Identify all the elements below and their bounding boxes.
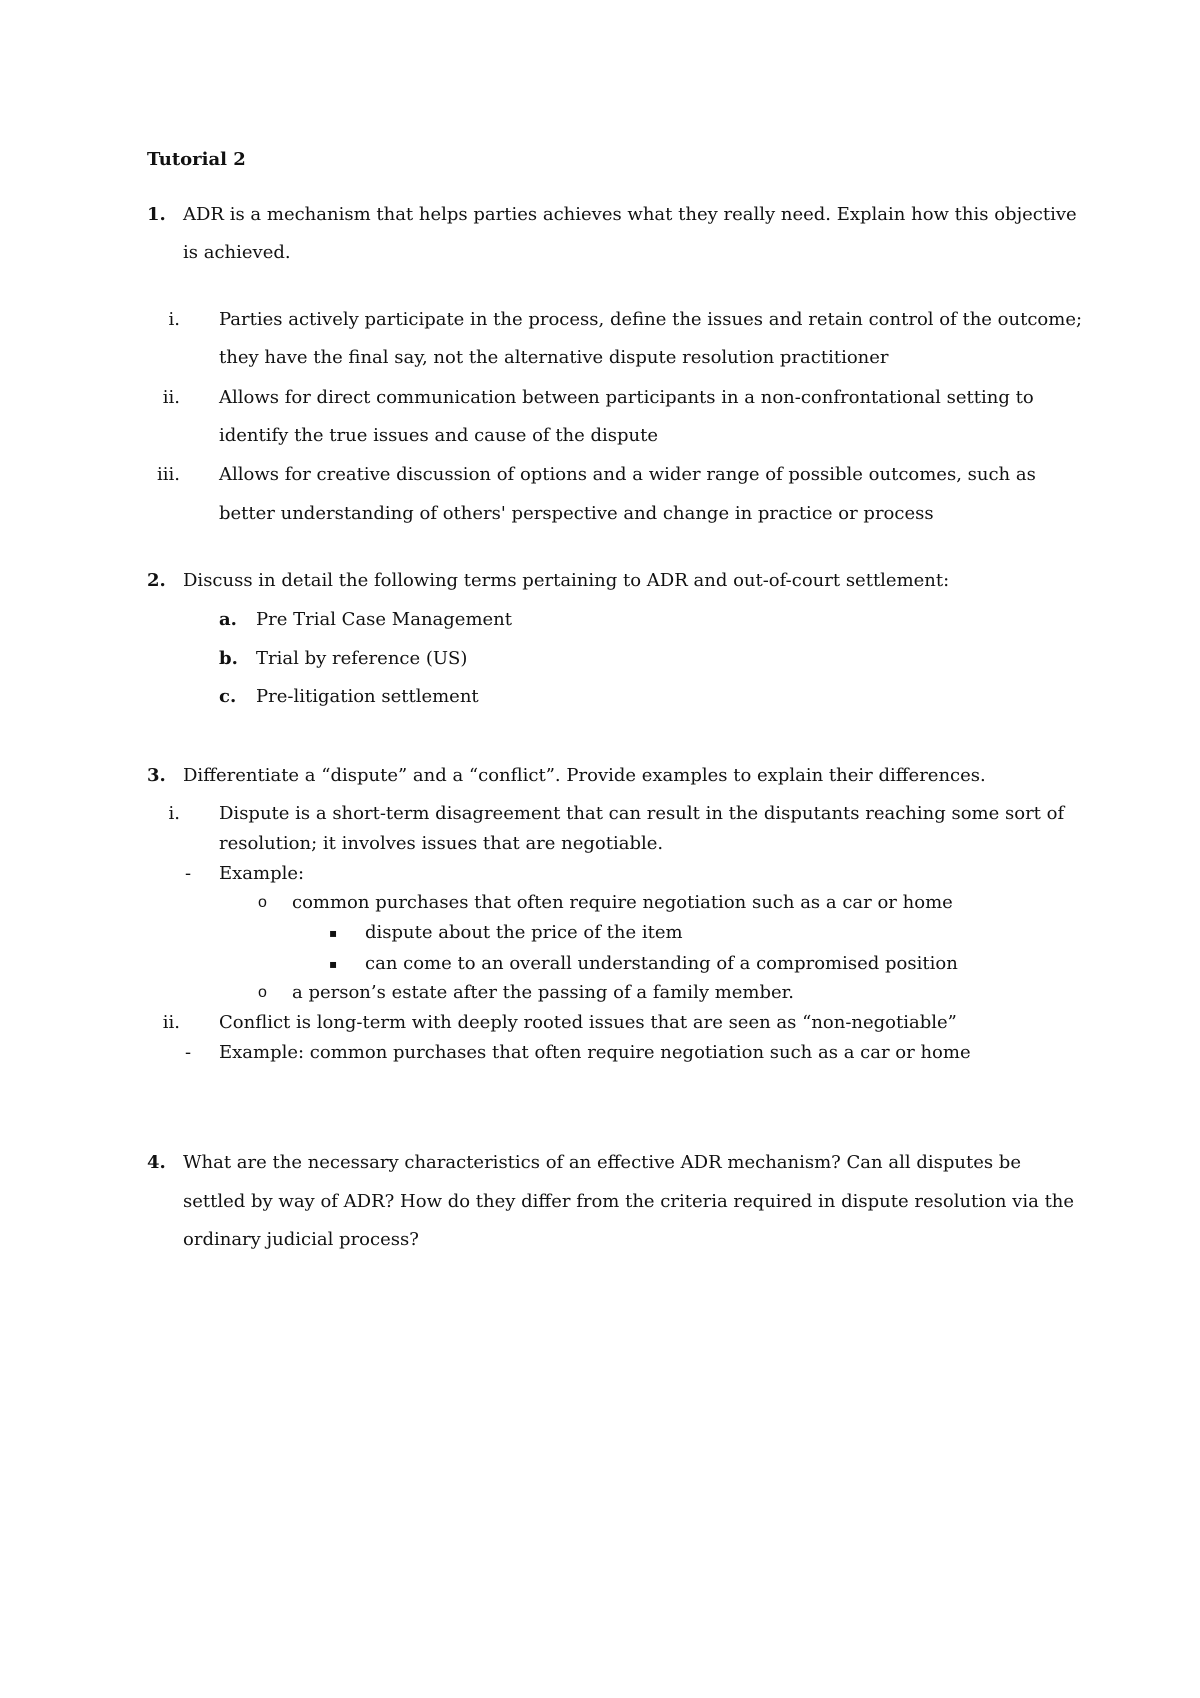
question-2-item-a-number: a.: [219, 609, 237, 630]
answer-3-ii-line1: Conflict is long-term with deeply rooted issues that are seen as “non-negotiable”: [219, 1012, 957, 1033]
answer-1-i-line1: Parties actively participate in the process, define the issues and retain control of the outcome;: [219, 309, 1083, 330]
question-4-text-line2: settled by way of ADR? How do they differ from the criteria required in dispute resolution via the: [183, 1191, 1075, 1212]
answer-3-i-line2: resolution; it involves issues that are negotiable.: [219, 833, 664, 854]
question-1-text-line1: ADR is a mechanism that helps parties achieves what they really need. Explain how this objective: [183, 204, 1077, 225]
answer-3-ii-example: Example: common purchases that often require negotiation such as a car or home: [219, 1042, 971, 1063]
question-3-number: 3.: [147, 765, 166, 786]
answer-1-iii-number: iii.: [157, 464, 180, 485]
question-2-text: Discuss in detail the following terms pertaining to ADR and out-of-court settlement:: [183, 570, 950, 591]
answer-3-i-sub1b: can come to an overall understanding of a compromised position: [365, 953, 958, 974]
answer-3-i-line1: Dispute is a short-term disagreement that can result in the disputants reaching some sort of: [219, 803, 1065, 824]
document-title: Tutorial 2: [147, 149, 246, 170]
question-2-item-a-text: Pre Trial Case Management: [256, 609, 512, 630]
answer-1-iii-line1: Allows for creative discussion of options and a wider range of possible outcomes, such as: [219, 464, 1036, 485]
question-2-number: 2.: [147, 570, 166, 591]
answer-3-ii-number: ii.: [162, 1012, 180, 1033]
answer-1-iii-line2: better understanding of others' perspective and change in practice or process: [219, 503, 934, 524]
answer-3-i-number: i.: [168, 803, 180, 824]
answer-3-i-sub2: a person’s estate after the passing of a family member.: [292, 982, 795, 1003]
question-4-text-line1: What are the necessary characteristics of an effective ADR mechanism? Can all disputes be: [183, 1152, 1021, 1173]
question-2-item-b-number: b.: [219, 648, 238, 669]
question-2-item-c-number: c.: [219, 686, 237, 707]
answer-3-i-sub1: common purchases that often require negotiation such as a car or home: [292, 892, 953, 913]
bullet-square-icon: ▪: [329, 926, 338, 940]
answer-1-ii-number: ii.: [162, 387, 180, 408]
question-1-number: 1.: [147, 204, 166, 225]
question-1-text-line2: is achieved.: [183, 242, 291, 263]
answer-1-ii-line2: identify the true issues and cause of the dispute: [219, 425, 659, 446]
bullet-o-icon: o: [258, 894, 267, 911]
answer-3-i-sub1a: dispute about the price of the item: [365, 922, 683, 943]
answer-3-ii-dash: -: [185, 1042, 192, 1063]
question-3-text: Differentiate a “dispute” and a “conflict”. Provide examples to explain their differences.: [183, 765, 986, 786]
answer-3-i-dash: -: [185, 863, 192, 884]
answer-1-ii-line1: Allows for direct communication between participants in a non-confrontational setting to: [219, 387, 1034, 408]
answer-1-i-line2: they have the final say, not the alternative dispute resolution practitioner: [219, 347, 889, 368]
bullet-o-icon: o: [258, 984, 267, 1001]
question-4-number: 4.: [147, 1152, 166, 1173]
question-4-text-line3: ordinary judicial process?: [183, 1229, 419, 1250]
answer-1-i-number: i.: [168, 309, 180, 330]
bullet-square-icon: ▪: [329, 957, 338, 971]
answer-3-i-example-label: Example:: [219, 863, 305, 884]
question-2-item-c-text: Pre-litigation settlement: [256, 686, 479, 707]
question-2-item-b-text: Trial by reference (US): [256, 648, 468, 669]
